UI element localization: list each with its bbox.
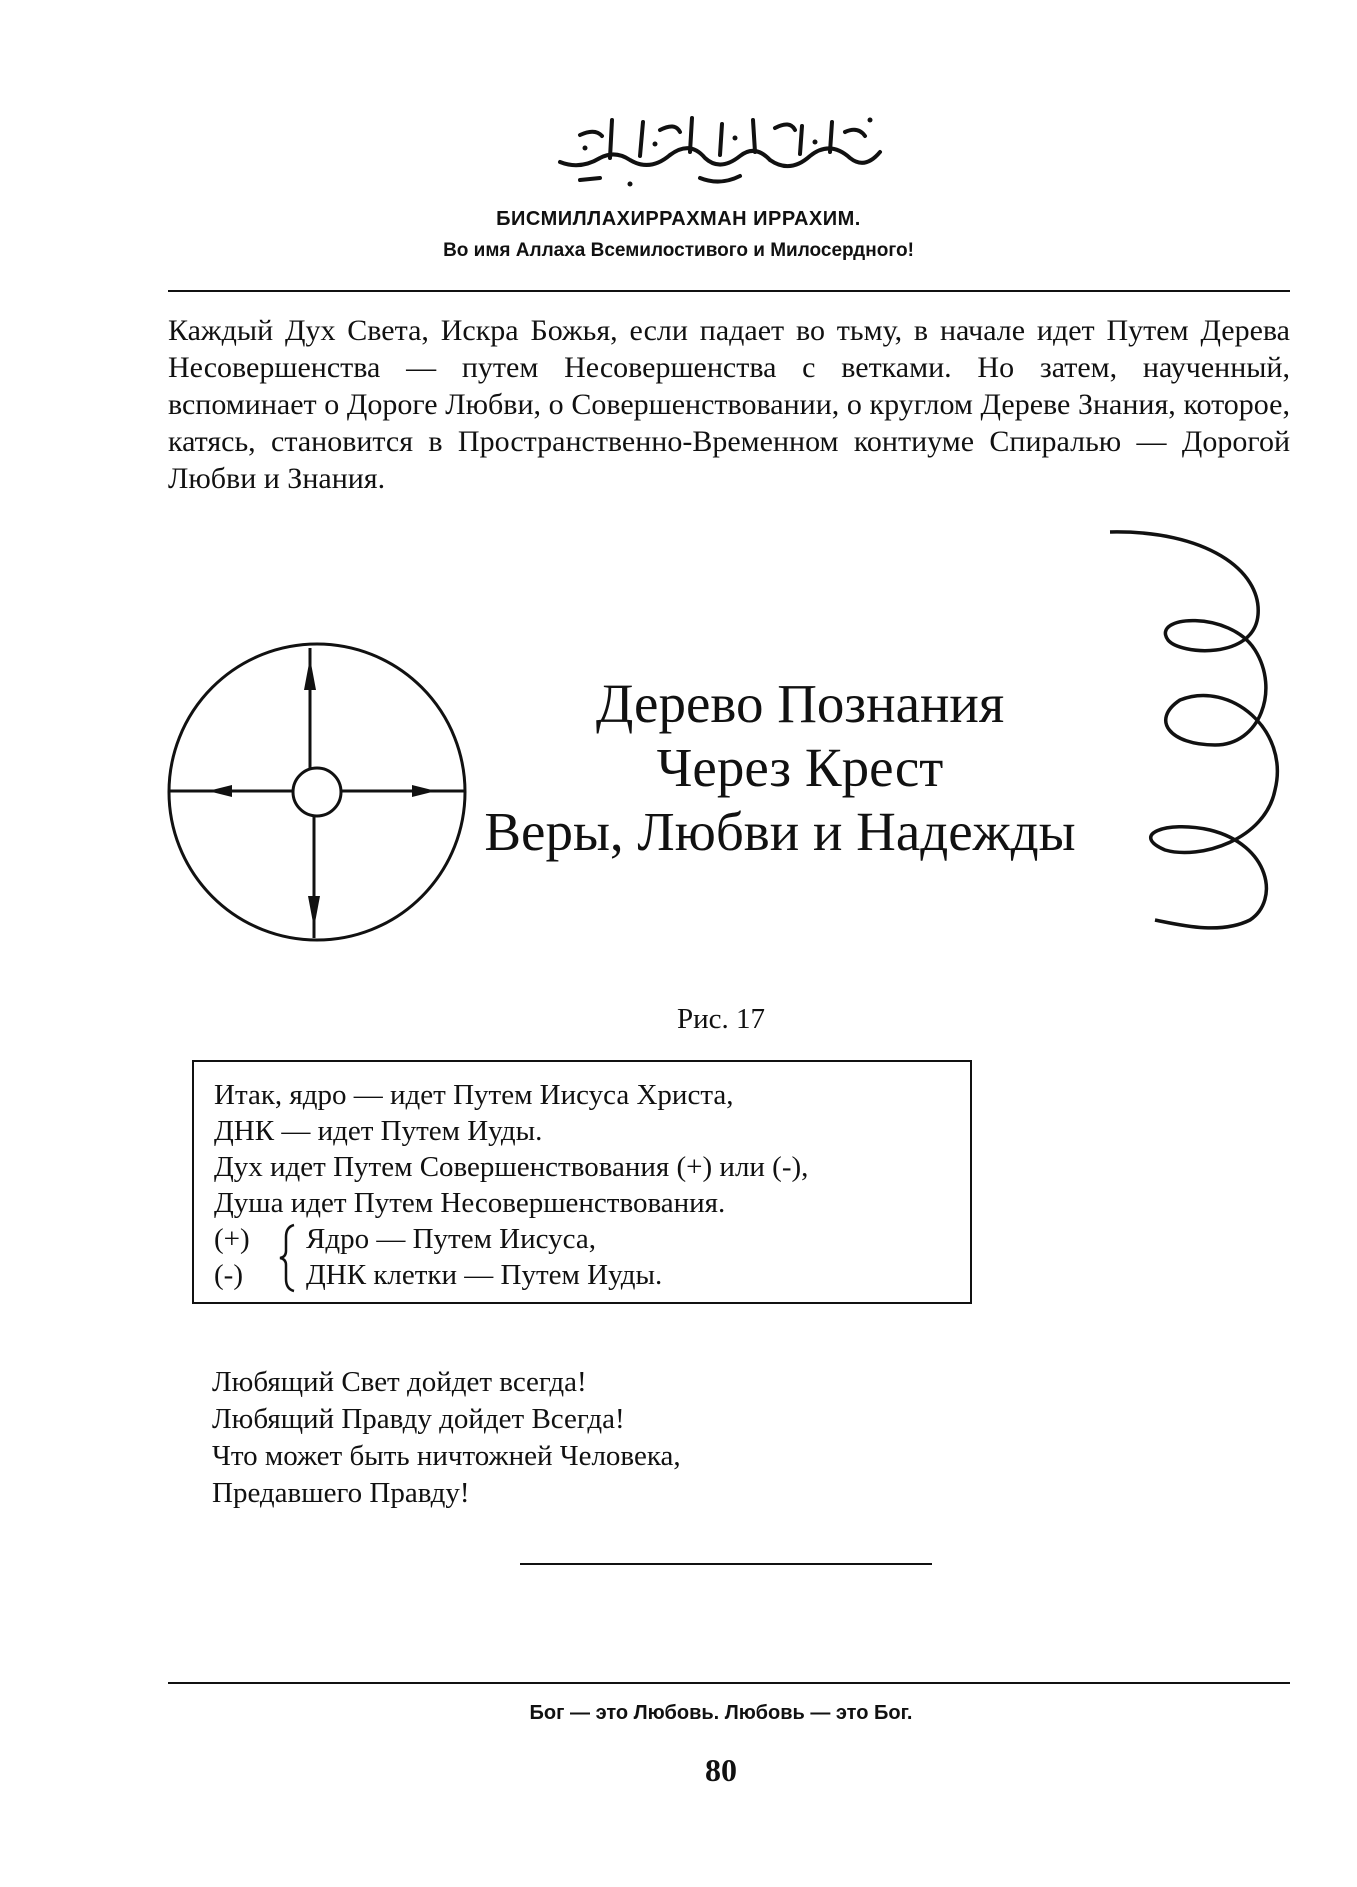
section-end-divider xyxy=(520,1563,932,1565)
curly-brace-icon xyxy=(278,1223,298,1293)
page-number: 80 xyxy=(705,1752,737,1788)
figure-title-line-3: Веры, Любви и Надежды xyxy=(484,801,1076,862)
inner-circle xyxy=(293,768,341,816)
minus-sign: (-) xyxy=(214,1259,243,1291)
poem-line-2: Любящий Правду дойдет Всегда! xyxy=(212,1403,625,1435)
poem-line-1: Любящий Свет дойдет всегда! xyxy=(212,1366,587,1398)
brace-item-dna: ДНК клетки — Путем Иуды. xyxy=(306,1259,663,1291)
header-title: БИСМИЛЛАХИРРАХМАН ИРРАХИМ. xyxy=(496,208,861,230)
footer-motto: Бог — это Любовь. Любовь — это Бог. xyxy=(529,1702,913,1724)
brace-item-nucleus: Ядро — Путем Иисуса, xyxy=(306,1223,596,1255)
plus-sign: (+) xyxy=(214,1223,250,1255)
header-divider xyxy=(168,290,1290,292)
figure-title xyxy=(430,672,1170,864)
arrow-down-head xyxy=(308,896,320,928)
figure-title-line-2: Через Крест xyxy=(656,737,944,798)
box-line-3: Дух идет Путем Совершенствования (+) или (-), xyxy=(214,1151,809,1183)
box-line-2: ДНК — идет Путем Иуды. xyxy=(214,1115,543,1147)
brace-block xyxy=(214,1221,952,1293)
footer-divider xyxy=(168,1682,1290,1684)
arrow-left-head xyxy=(208,785,232,797)
figure-caption: Рис. 17 xyxy=(676,1003,766,1035)
poem-line-4: Предавшего Правду! xyxy=(212,1477,470,1509)
intro-paragraph: Каждый Дух Света, Искра Божья, если падает во тьму, в начале идет Путем Дерева Несовершенства — путем Несовершенства с ветками. Но затем, наученный, вспоминает о Дороге Любви, о Совершенствовании, о круглом Дереве Знания, которое, катясь, становится в Пространственно-Временном контиуме Спиралью — Дорогой Любви и Знания. xyxy=(168,314,1290,495)
poem xyxy=(212,1364,681,1512)
box-line-4: Душа идет Путем Несовершенствования. xyxy=(214,1187,726,1219)
bismillah-calligraphy xyxy=(540,100,900,190)
boxed-note xyxy=(192,1060,972,1304)
figure-title-line-1: Дерево Познания xyxy=(595,673,1005,734)
poem-line-3: Что может быть ничтожней Человека, xyxy=(212,1440,681,1472)
arrow-up-head xyxy=(304,658,316,690)
header-subtitle: Во имя Аллаха Всемилостивого и Милосердного! xyxy=(443,240,914,261)
box-line-1: Итак, ядро — идет Путем Иисуса Христа, xyxy=(214,1079,734,1111)
